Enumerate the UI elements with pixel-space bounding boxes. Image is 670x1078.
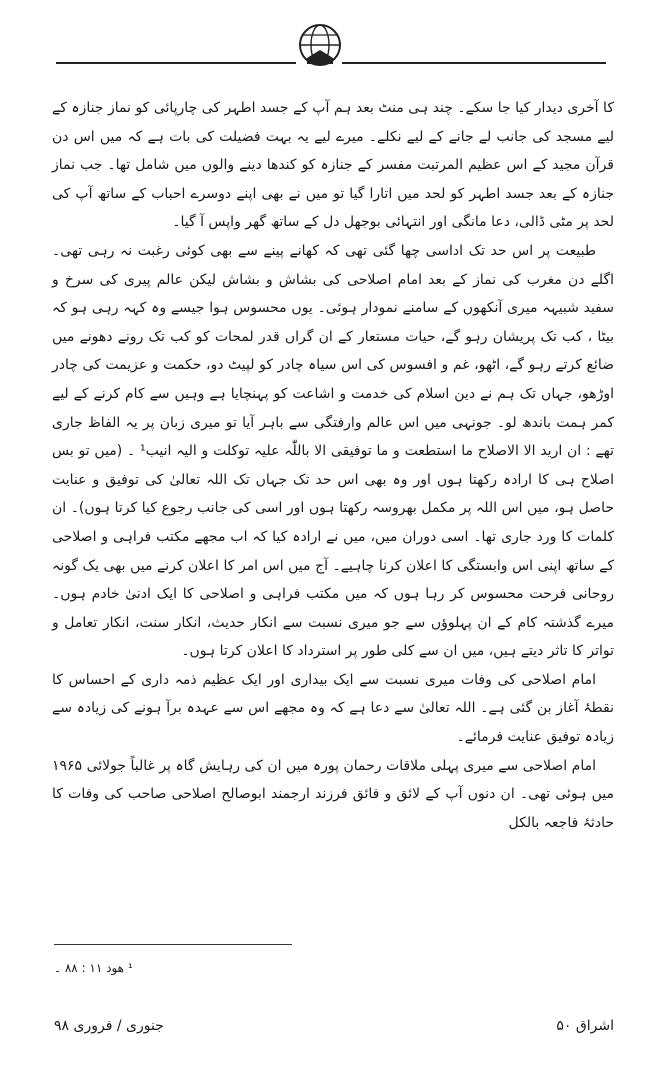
- footer-journal-page: اشراق ۵۰: [556, 1018, 614, 1034]
- header-rule-left: [56, 62, 296, 64]
- footer-issue-date: جنوری / فروری ۹۸: [54, 1018, 164, 1034]
- paragraph: کا آخری دیدار کیا جا سکے۔ چند ہی منٹ بعد ہم آپ کے جسد اطہر کی چارپائی کو نماز جنازہ کے لیے مسجد کی جانب لے جانے کے لیے نکلے۔ میرے لیے یہ بہت فضیلت کی بات ہے کہ میں اس دن قرآن مجید کے اس عظیم المرتبت مفسر کے جنازہ کو کندھا دینے والوں میں شامل تھا۔ جب نماز جنازہ کے بعد جسد اطہر کو لحد میں اتارا گیا تو میں نے بھی اپنے دوسرے احباب کے ساتھ آپ کی لحد پر مٹی ڈالی، دعا مانگی اور انتہائی بوجھل دل کے ساتھ گھر واپس آ گیا۔: [52, 100, 614, 231]
- header-rule-right: [342, 62, 606, 64]
- paragraph: امام اصلاحی سے میری پہلی ملاقات رحمان پورہ میں ان کی رہایش گاہ پر غالباً جولائی ۱۹۶۵ میں ہوئی تھی۔ ان دنوں آپ کے لائق و فائق فرزند ارجمند ابوصالح اصلاحی صاحب کی وفات کا حادثۂ فاجعہ بالکل: [52, 757, 614, 831]
- footnote: ¹ ھود ۱۱ : ۸۸ ۔: [54, 961, 133, 975]
- footnote-rule: [54, 944, 292, 945]
- paragraph: امام اصلاحی کی وفات میری نسبت سے ایک بیداری اور ایک عظیم ذمہ داری کے احساس کا نقطۂ آغاز بن گئی ہے۔ اللہ تعالیٰ سے دعا ہے کہ وہ مجھے اس سے عہدہ برآ ہونے کی زیادہ سے زیادہ توفیق عنایت فرمائے۔: [52, 671, 614, 746]
- globe-kaaba-emblem-icon: [297, 22, 343, 68]
- article-body: [52, 94, 614, 837]
- paragraph: طبیعت پر اس حد تک اداسی چھا گئی تھی کہ کھانے پینے سے بھی کوئی رغبت نہ رہی تھی۔ اگلے دن مغرب کی نماز کے بعد امام اصلاحی کی بشاش و بشاش لیکن عالم پیری کی سرخ و سفید شبیہہ میری آنکھوں کے سامنے نمودار ہوئی۔ یوں محسوس ہوا جیسے وہ کہہ رہی ہو کہ بیٹا ، کب تک پریشان رہو گے، حیات مستعار کے ان گراں قدر لمحات کو کب تک رونے دھونے میں ضائع کرتے رہو گے، اٹھو، غم و افسوس کی اس سیاہ چادر کو لپیٹ دو، حکمت و عزیمت کی چادر اوڑھو، جہاں تک ہم نے دین اسلام کی خدمت و اشاعت کو پہنچایا ہے وہیں سے کام کرنے کے لیے کمر ہمت باندھ لو۔ جونہی میں اس عالم وارفتگی سے باہر آیا تو میری زبان پر یہ الفاظ جاری تھے : ان ارید الا الاصلاح ما استطعت و ما توفیقی الا باللّٰہ علیہ توکلت و الیہ انیب¹ ۔ (میں تو بس اصلاح ہی کا ارادہ رکھتا ہوں اور وہ بھی اس حد تک جہاں تک اللہ تعالیٰ کی توفیق و عنایت حاصل ہو، میں اس اللہ پر مکمل بھروسہ رکھتا ہوں اور اسی کی جانب رجوع کیا کرتا ہوں)۔ ان کلمات کا ورد جاری تھا۔ اسی دوران میں، میں نے ارادہ کیا کہ اب مجھے مکتب فراہی و اصلاحی کے ساتھ اپنی اس وابستگی کا اعلان کرنا چاہیے۔ آج میں اس امر کا اعلان کرنے میں بھی یک گونہ روحانی فرحت محسوس کر رہا ہوں کہ میں مکتب فراہی و اصلاحی کا ایک ادنیٰ خادم ہوں۔ میرے گذشتہ کام کے ان پہلوؤں سے جو میری نسبت سے انکار حدیث، انکار سنت، انکار تعامل و تواتر کا تاثر دیتے ہیں، میں ان سے کلی طور پر استرداد کا اعلان کرتا ہوں۔: [52, 242, 614, 660]
- page-footer: [54, 1014, 614, 1038]
